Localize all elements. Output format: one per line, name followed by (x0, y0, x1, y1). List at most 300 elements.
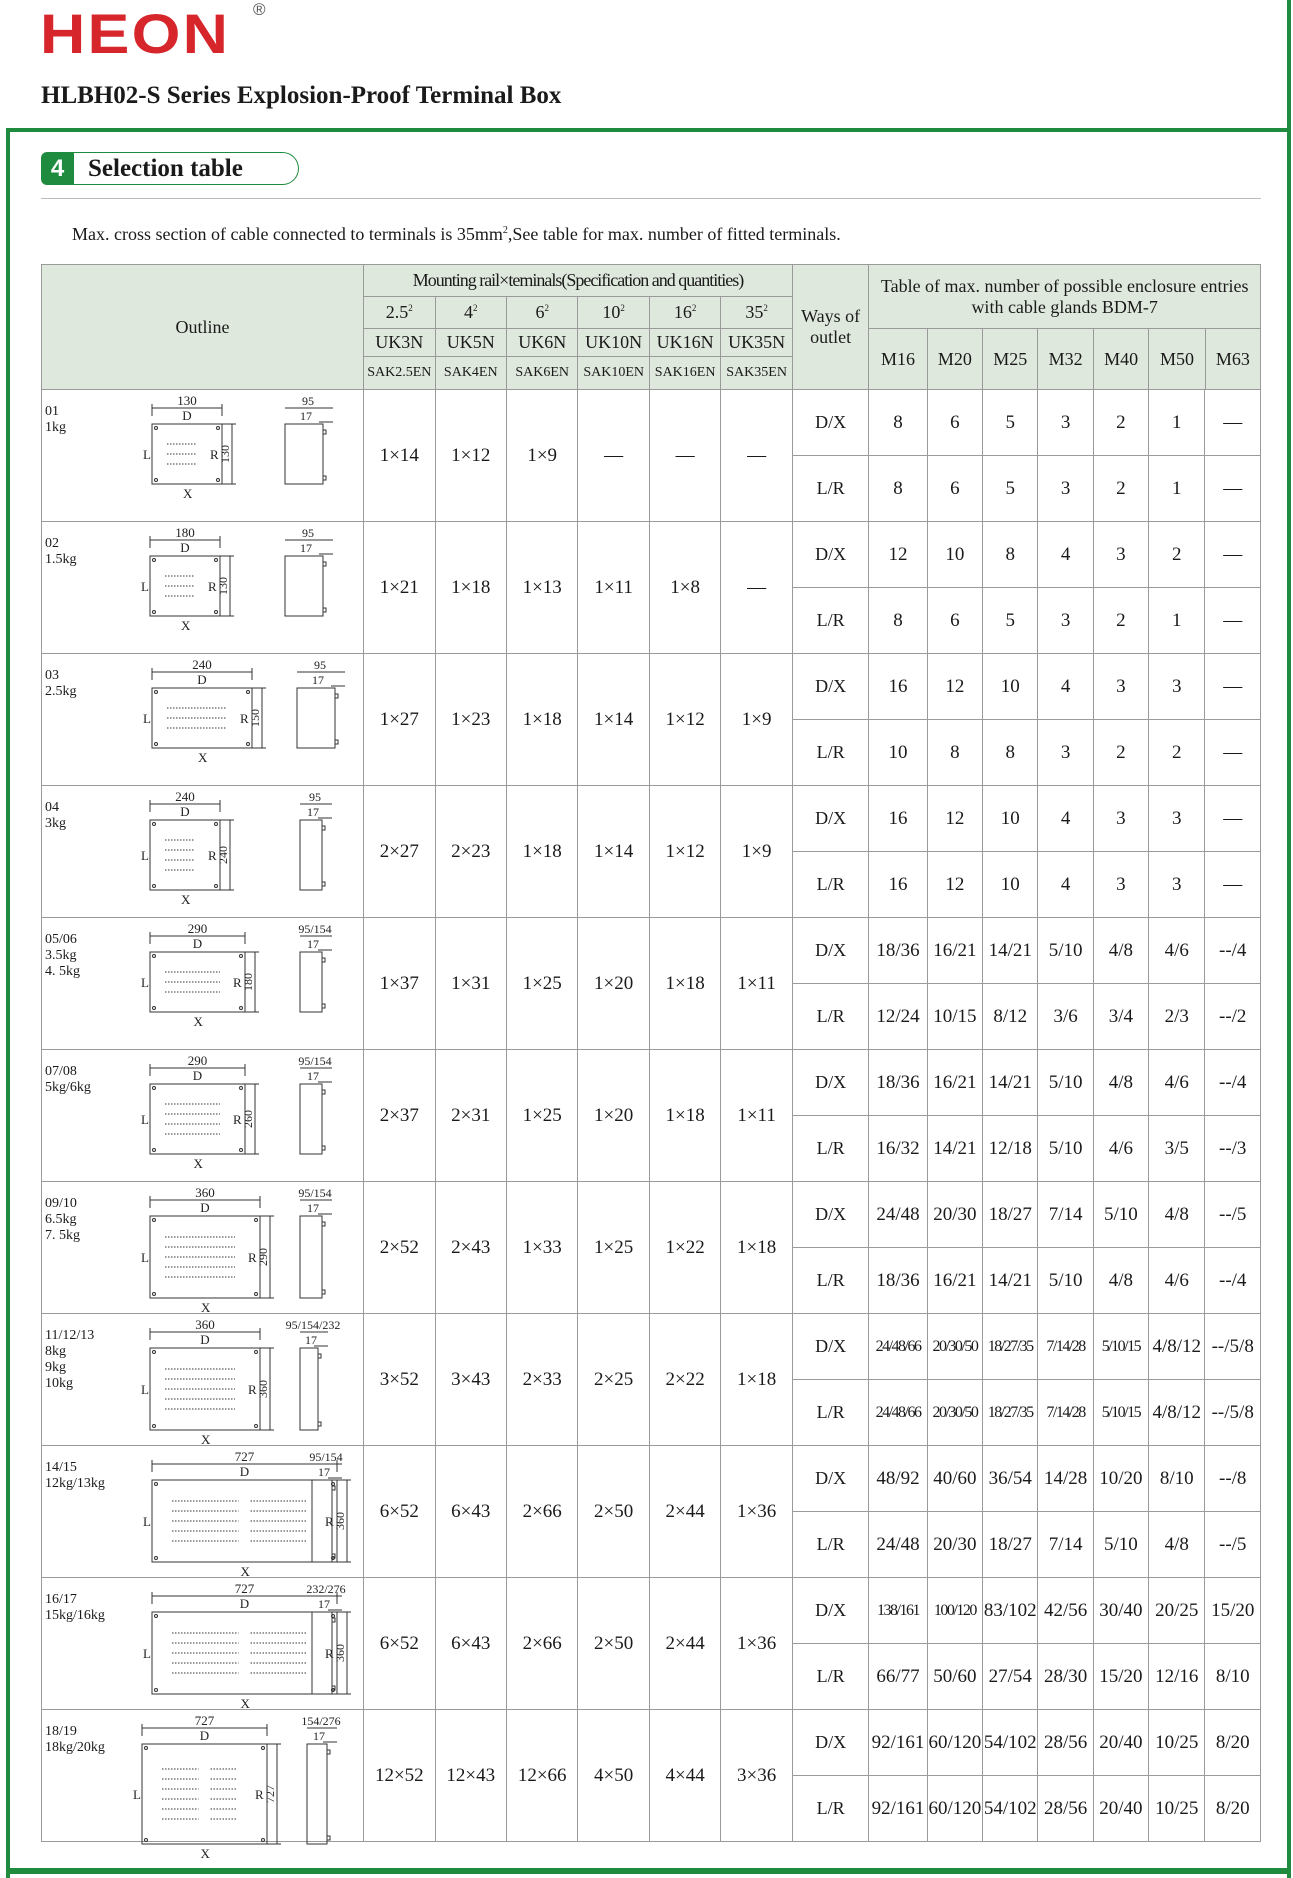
gland-count: 4/8/12 (1149, 1380, 1205, 1446)
depth-17: 17 (300, 541, 312, 555)
depth-17: 17 (307, 805, 319, 819)
x-label: X (240, 1696, 250, 1711)
section-label: Selection table (72, 152, 299, 185)
height-dim: 130 (216, 577, 230, 595)
depth-17: 17 (318, 1597, 330, 1611)
terminal-qty: 1×20 (578, 918, 649, 1050)
enclosure-outline-svg (42, 1578, 362, 1709)
r-label: R (240, 711, 249, 726)
header-mounting: Mounting rail×teminals(Specification and quantities) (364, 265, 793, 297)
gland-count: 18/27 (983, 1512, 1038, 1578)
d-label: D (192, 936, 203, 951)
outlet-dx: D/X (792, 786, 868, 852)
table-row (42, 390, 1261, 456)
gland-count: 18/36 (869, 1050, 927, 1116)
gland-count: 18/27 (983, 1182, 1038, 1248)
gland-count: 8 (869, 390, 927, 456)
terminal-qty: 6×43 (435, 1446, 506, 1578)
gland-count: 7/14 (1038, 1512, 1093, 1578)
header-uk-0: UK3N (364, 329, 435, 357)
gland-count: 8/20 (1205, 1776, 1261, 1842)
depth-dim: 95 (309, 790, 321, 804)
l-label: L (143, 447, 151, 462)
gland-count: 36/54 (983, 1446, 1038, 1512)
gland-count: 60/120 (927, 1710, 982, 1776)
gland-count: 20/40 (1093, 1776, 1148, 1842)
gland-count: — (1205, 522, 1261, 588)
header-ways: Ways of outlet (792, 265, 868, 390)
height-dim: 240 (216, 846, 230, 864)
gland-count: 5/10 (1038, 1248, 1093, 1314)
enclosure-outline-svg (42, 1446, 362, 1577)
terminal-qty: 1×21 (364, 522, 435, 654)
width-dim: 360 (195, 1317, 215, 1332)
gland-count: 92/161 (869, 1710, 927, 1776)
terminal-qty: — (578, 390, 649, 522)
gland-count: 28/56 (1038, 1776, 1093, 1842)
gland-count: 5/10/15 (1093, 1380, 1148, 1446)
gland-count: 4/6 (1093, 1116, 1148, 1182)
gland-count: 7/14/28 (1038, 1314, 1093, 1380)
outlet-lr: L/R (792, 1116, 868, 1182)
header-gland-m32: M32 (1037, 329, 1092, 389)
section-number: 4 (41, 152, 74, 185)
gland-count: 4 (1038, 786, 1093, 852)
x-label: X (181, 618, 191, 633)
terminal-qty: 1×33 (506, 1182, 577, 1314)
gland-count: 3 (1093, 522, 1148, 588)
r-label: R (248, 1382, 257, 1397)
depth-17: 17 (312, 673, 324, 687)
terminal-qty: 1×14 (578, 786, 649, 918)
terminal-qty: 2×66 (506, 1446, 577, 1578)
terminal-qty: 12×66 (506, 1710, 577, 1842)
enclosure-outline-svg (42, 1182, 362, 1313)
header-sak-3: SAK10EN (578, 357, 649, 390)
table-row (42, 1446, 1261, 1512)
height-dim: 290 (256, 1248, 270, 1266)
gland-count: 6 (927, 588, 982, 654)
enclosure-outline-svg (42, 390, 362, 521)
outline-drawing (42, 522, 364, 654)
gland-count: 10 (983, 852, 1038, 918)
gland-count: 4/6 (1149, 1050, 1205, 1116)
terminal-qty: 1×12 (435, 390, 506, 522)
terminal-qty: 12×43 (435, 1710, 506, 1842)
gland-count: 14/21 (983, 1050, 1038, 1116)
d-label: D (200, 1200, 210, 1215)
gland-count: 8 (869, 588, 927, 654)
gland-count: --/8 (1205, 1446, 1261, 1512)
header-size-1: $4^2$ (435, 297, 506, 329)
gland-count: 6 (927, 390, 982, 456)
terminal-qty: 3×36 (721, 1710, 793, 1842)
gland-count: 5 (983, 588, 1038, 654)
outline-drawing (42, 786, 364, 918)
header-size-2: $6^2$ (506, 297, 577, 329)
gland-count: 30/40 (1093, 1578, 1148, 1644)
terminal-qty: 3×52 (364, 1314, 435, 1446)
height-dim: 360 (333, 1644, 347, 1662)
header-sak-1: SAK4EN (435, 357, 506, 390)
gland-count: 10/25 (1149, 1776, 1205, 1842)
gland-count: 24/48/66 (869, 1314, 927, 1380)
outline-drawing (42, 918, 364, 1050)
terminal-qty: 1×31 (435, 918, 506, 1050)
model-caption: 01 1kg (45, 404, 66, 435)
model-caption: 03 2.5kg (45, 668, 77, 699)
terminal-qty: 3×43 (435, 1314, 506, 1446)
terminal-qty: 1×18 (649, 918, 720, 1050)
table-row (42, 522, 1261, 588)
l-label: L (141, 579, 149, 594)
outline-drawing (42, 1182, 364, 1314)
gland-count: 3 (1149, 786, 1205, 852)
gland-count: 3 (1093, 654, 1148, 720)
depth-dim: 232/276 (306, 1582, 346, 1596)
outline-drawing (42, 654, 364, 786)
terminal-qty: 2×66 (506, 1578, 577, 1710)
l-label: L (141, 1112, 149, 1127)
outlet-dx: D/X (792, 654, 868, 720)
x-label: X (200, 1846, 210, 1861)
r-label: R (325, 1514, 334, 1529)
gland-count: 28/30 (1038, 1644, 1093, 1710)
gland-count: 7/14/28 (1038, 1380, 1093, 1446)
terminal-qty: 1×20 (578, 1050, 649, 1182)
terminal-qty: 1×11 (721, 1050, 793, 1182)
d-label: D (239, 1596, 250, 1611)
header-entries: Table of max. number of possible enclosure entries with cable glands BDM-7 (869, 265, 1261, 329)
r-label: R (233, 1112, 242, 1127)
gland-count: 2 (1093, 456, 1148, 522)
terminal-qty: 2×22 (649, 1314, 720, 1446)
gland-count: 5/10 (1093, 1182, 1148, 1248)
outline-drawing (42, 1314, 364, 1446)
table-row (42, 918, 1261, 984)
depth-dim: 95 (314, 658, 326, 672)
model-caption: 02 1.5kg (45, 536, 77, 567)
outline-drawing (42, 1710, 364, 1861)
terminal-qty: 2×27 (364, 786, 435, 918)
outlet-lr: L/R (792, 720, 868, 786)
gland-count: 3 (1149, 852, 1205, 918)
width-dim: 130 (177, 393, 197, 408)
terminal-qty: 2×50 (578, 1446, 649, 1578)
terminal-qty: 2×44 (649, 1578, 720, 1710)
outlet-dx: D/X (792, 1578, 868, 1644)
l-label: L (143, 1514, 151, 1529)
l-label: L (143, 711, 151, 726)
gland-count: 60/120 (927, 1776, 982, 1842)
gland-count: 16/21 (927, 1248, 982, 1314)
terminal-qty: 2×23 (435, 786, 506, 918)
terminal-qty: 1×14 (578, 654, 649, 786)
gland-count: --/5/8 (1205, 1380, 1261, 1446)
terminal-qty: 1×37 (364, 918, 435, 1050)
model-caption: 14/15 12kg/13kg (45, 1460, 105, 1491)
gland-count: 2 (1149, 522, 1205, 588)
gland-count: 27/54 (983, 1644, 1038, 1710)
gland-count: 4 (1038, 522, 1093, 588)
gland-count: 2 (1093, 720, 1148, 786)
gland-count: 24/48/66 (869, 1380, 927, 1446)
gland-count: 5/10 (1038, 1050, 1093, 1116)
document-title: HLBH02-S Series Explosion-Proof Terminal Box (41, 82, 562, 109)
depth-17: 17 (305, 1333, 317, 1347)
gland-count: 8/10 (1205, 1644, 1261, 1710)
gland-count: 3 (1093, 786, 1148, 852)
gland-count: 15/20 (1093, 1644, 1148, 1710)
outline-drawing (42, 390, 364, 522)
gland-count: 6 (927, 456, 982, 522)
gland-count: 12/18 (983, 1116, 1038, 1182)
gland-count: — (1205, 786, 1261, 852)
terminal-qty: 6×43 (435, 1578, 506, 1710)
outlet-dx: D/X (792, 1446, 868, 1512)
depth-17: 17 (313, 1729, 325, 1743)
gland-count: 12 (927, 654, 982, 720)
model-caption: 07/08 5kg/6kg (45, 1064, 91, 1095)
outline-drawing (42, 1050, 364, 1182)
outlet-lr: L/R (792, 588, 868, 654)
gland-count: — (1205, 588, 1261, 654)
outlet-dx: D/X (792, 522, 868, 588)
enclosure-outline-svg (42, 654, 362, 785)
terminal-qty: 1×9 (721, 654, 793, 786)
cable-note: Max. cross section of cable connected to terminals is $35mm^2,See$ table for max. number of fitted terminals. (72, 224, 841, 244)
terminal-qty: 1×11 (721, 918, 793, 1050)
table-row (42, 1182, 1261, 1248)
model-caption: 18/19 18kg/20kg (45, 1724, 105, 1755)
height-dim: 727 (263, 1785, 277, 1803)
gland-count: 10/20 (1093, 1446, 1148, 1512)
x-label: X (201, 1300, 211, 1315)
header-size-3: $10^2$ (578, 297, 649, 329)
terminal-qty: 1×18 (506, 786, 577, 918)
gland-count: --/4 (1205, 1050, 1261, 1116)
model-caption: 09/10 6.5kg 7. 5kg (45, 1196, 80, 1243)
height-dim: 360 (333, 1512, 347, 1530)
terminal-qty: 1×23 (435, 654, 506, 786)
gland-count: 5/10 (1038, 918, 1093, 984)
depth-17: 17 (307, 1069, 319, 1083)
gland-count: 66/77 (869, 1644, 927, 1710)
depth-17: 17 (307, 937, 319, 951)
gland-count: --/5 (1205, 1512, 1261, 1578)
gland-count: 4/6 (1149, 1248, 1205, 1314)
header-gland-m40: M40 (1093, 329, 1148, 389)
gland-count: 3 (1149, 654, 1205, 720)
enclosure-outline-svg (42, 918, 362, 1049)
gland-count: 12/16 (1149, 1644, 1205, 1710)
terminal-qty: 4×50 (578, 1710, 649, 1842)
gland-count: 50/60 (927, 1644, 982, 1710)
terminal-qty: 1×11 (578, 522, 649, 654)
terminal-qty: 1×36 (721, 1446, 793, 1578)
terminal-qty: 1×27 (364, 654, 435, 786)
d-label: D (239, 1464, 250, 1479)
gland-count: 2 (1149, 720, 1205, 786)
terminal-qty: 1×13 (506, 522, 577, 654)
header-sak-2: SAK6EN (506, 357, 577, 390)
gland-count: 10 (927, 522, 982, 588)
r-label: R (208, 579, 217, 594)
gland-count: 2 (1093, 390, 1148, 456)
gland-count: 4/6 (1149, 918, 1205, 984)
gland-count: 8 (869, 456, 927, 522)
header-size-0: $2.5^2$ (364, 297, 435, 329)
header-gland-m20: M20 (927, 329, 982, 389)
frame-bottom (6, 1868, 1291, 1874)
outline-drawing (42, 1446, 364, 1578)
terminal-qty: 1×22 (649, 1182, 720, 1314)
gland-count: 18/27/35 (983, 1380, 1038, 1446)
gland-count: 8/20 (1205, 1710, 1261, 1776)
x-label: X (193, 1014, 203, 1029)
width-dim: 240 (192, 657, 212, 672)
r-label: R (255, 1787, 264, 1802)
terminal-qty: 1×9 (506, 390, 577, 522)
outlet-dx: D/X (792, 1710, 868, 1776)
x-label: X (183, 486, 193, 501)
model-caption: 04 3kg (45, 800, 66, 831)
height-dim: 130 (218, 445, 232, 463)
gland-count: 3/4 (1093, 984, 1148, 1050)
gland-count: — (1205, 720, 1261, 786)
d-label: D (182, 408, 192, 423)
outlet-dx: D/X (792, 1182, 868, 1248)
height-dim: 360 (256, 1380, 270, 1398)
depth-dim: 95/154 (298, 1054, 332, 1068)
gland-count: 4 (1038, 654, 1093, 720)
table-row (42, 1710, 1261, 1776)
gland-count: 14/21 (983, 918, 1038, 984)
width-dim: 180 (175, 525, 195, 540)
gland-count: --/2 (1205, 984, 1261, 1050)
terminal-qty: 2×52 (364, 1182, 435, 1314)
gland-count: 1 (1149, 390, 1205, 456)
gland-count: 20/30 (927, 1512, 982, 1578)
gland-count: 7/14 (1038, 1182, 1093, 1248)
table-row (42, 1314, 1261, 1380)
depth-dim: 95/154/232 (285, 1318, 341, 1332)
gland-count: 4/8 (1093, 1050, 1148, 1116)
gland-count: 24/48 (869, 1182, 927, 1248)
gland-count: 20/25 (1149, 1578, 1205, 1644)
gland-count: 18/27/35 (983, 1314, 1038, 1380)
gland-count: 4 (1038, 852, 1093, 918)
model-caption: 11/12/13 8kg 9kg 10kg (45, 1328, 95, 1391)
depth-17: 17 (318, 1465, 330, 1479)
width-dim: 727 (234, 1449, 255, 1464)
table-row (42, 654, 1261, 720)
gland-count: 42/56 (1038, 1578, 1093, 1644)
gland-count: 12 (927, 852, 982, 918)
gland-count: — (1205, 390, 1261, 456)
gland-count: 4/8 (1093, 918, 1148, 984)
height-dim: 180 (241, 973, 255, 991)
table-row (42, 1050, 1261, 1116)
terminal-qty: 2×31 (435, 1050, 506, 1182)
width-dim: 290 (187, 921, 208, 936)
gland-count: 18/36 (869, 1248, 927, 1314)
r-label: R (208, 848, 217, 863)
terminal-qty: — (721, 522, 793, 654)
outlet-lr: L/R (792, 1380, 868, 1446)
enclosure-outline-svg (42, 786, 362, 917)
gland-count: --/4 (1205, 1248, 1261, 1314)
gland-count: — (1205, 654, 1261, 720)
terminal-qty: — (649, 390, 720, 522)
header-uk-5: UK35N (721, 329, 793, 357)
gland-count: 1 (1149, 456, 1205, 522)
x-label: X (198, 750, 208, 765)
gland-count: 16 (869, 852, 927, 918)
header-uk-1: UK5N (435, 329, 506, 357)
gland-count: 3 (1093, 852, 1148, 918)
l-label: L (143, 1646, 151, 1661)
terminal-qty: 4×44 (649, 1710, 720, 1842)
header-gland-m16: M16 (881, 349, 916, 369)
gland-count: 8 (983, 522, 1038, 588)
x-label: X (240, 1564, 250, 1579)
outlet-lr: L/R (792, 456, 868, 522)
enclosure-outline-svg (42, 1050, 362, 1181)
gland-count: 10 (869, 720, 927, 786)
r-label: R (325, 1646, 334, 1661)
gland-count: 12/24 (869, 984, 927, 1050)
gland-count: 14/21 (927, 1116, 982, 1182)
terminal-qty: 6×52 (364, 1446, 435, 1578)
gland-count: — (1205, 852, 1261, 918)
depth-17: 17 (307, 1201, 319, 1215)
x-label: X (193, 1156, 203, 1171)
gland-count: 48/92 (869, 1446, 927, 1512)
width-dim: 360 (195, 1185, 215, 1200)
l-label: L (141, 1250, 149, 1265)
gland-count: 8/12 (983, 984, 1038, 1050)
gland-count: 3 (1038, 456, 1093, 522)
terminal-qty: 1×18 (435, 522, 506, 654)
gland-count: 54/102 (983, 1710, 1038, 1776)
terminal-qty: 1×25 (578, 1182, 649, 1314)
terminal-qty: 1×12 (649, 654, 720, 786)
terminal-qty: 1×12 (649, 786, 720, 918)
outlet-dx: D/X (792, 390, 868, 456)
header-uk-2: UK6N (506, 329, 577, 357)
gland-count: 8/10 (1149, 1446, 1205, 1512)
terminal-qty: 1×18 (649, 1050, 720, 1182)
l-label: L (133, 1787, 141, 1802)
terminal-qty: 2×44 (649, 1446, 720, 1578)
outlet-lr: L/R (792, 852, 868, 918)
gland-count: 16/32 (869, 1116, 927, 1182)
width-dim: 727 (194, 1713, 215, 1728)
d-label: D (180, 540, 190, 555)
gland-count: 4/8/12 (1149, 1314, 1205, 1380)
gland-count: 10 (983, 654, 1038, 720)
terminal-qty: 2×50 (578, 1578, 649, 1710)
d-label: D (199, 1728, 210, 1743)
terminal-qty: 2×43 (435, 1182, 506, 1314)
enclosure-outline-svg (42, 1710, 362, 1861)
gland-count: 20/40 (1093, 1710, 1148, 1776)
width-dim: 240 (175, 789, 195, 804)
gland-count: 16 (869, 786, 927, 852)
gland-count: 14/28 (1038, 1446, 1093, 1512)
terminal-qty: 12×52 (364, 1710, 435, 1842)
